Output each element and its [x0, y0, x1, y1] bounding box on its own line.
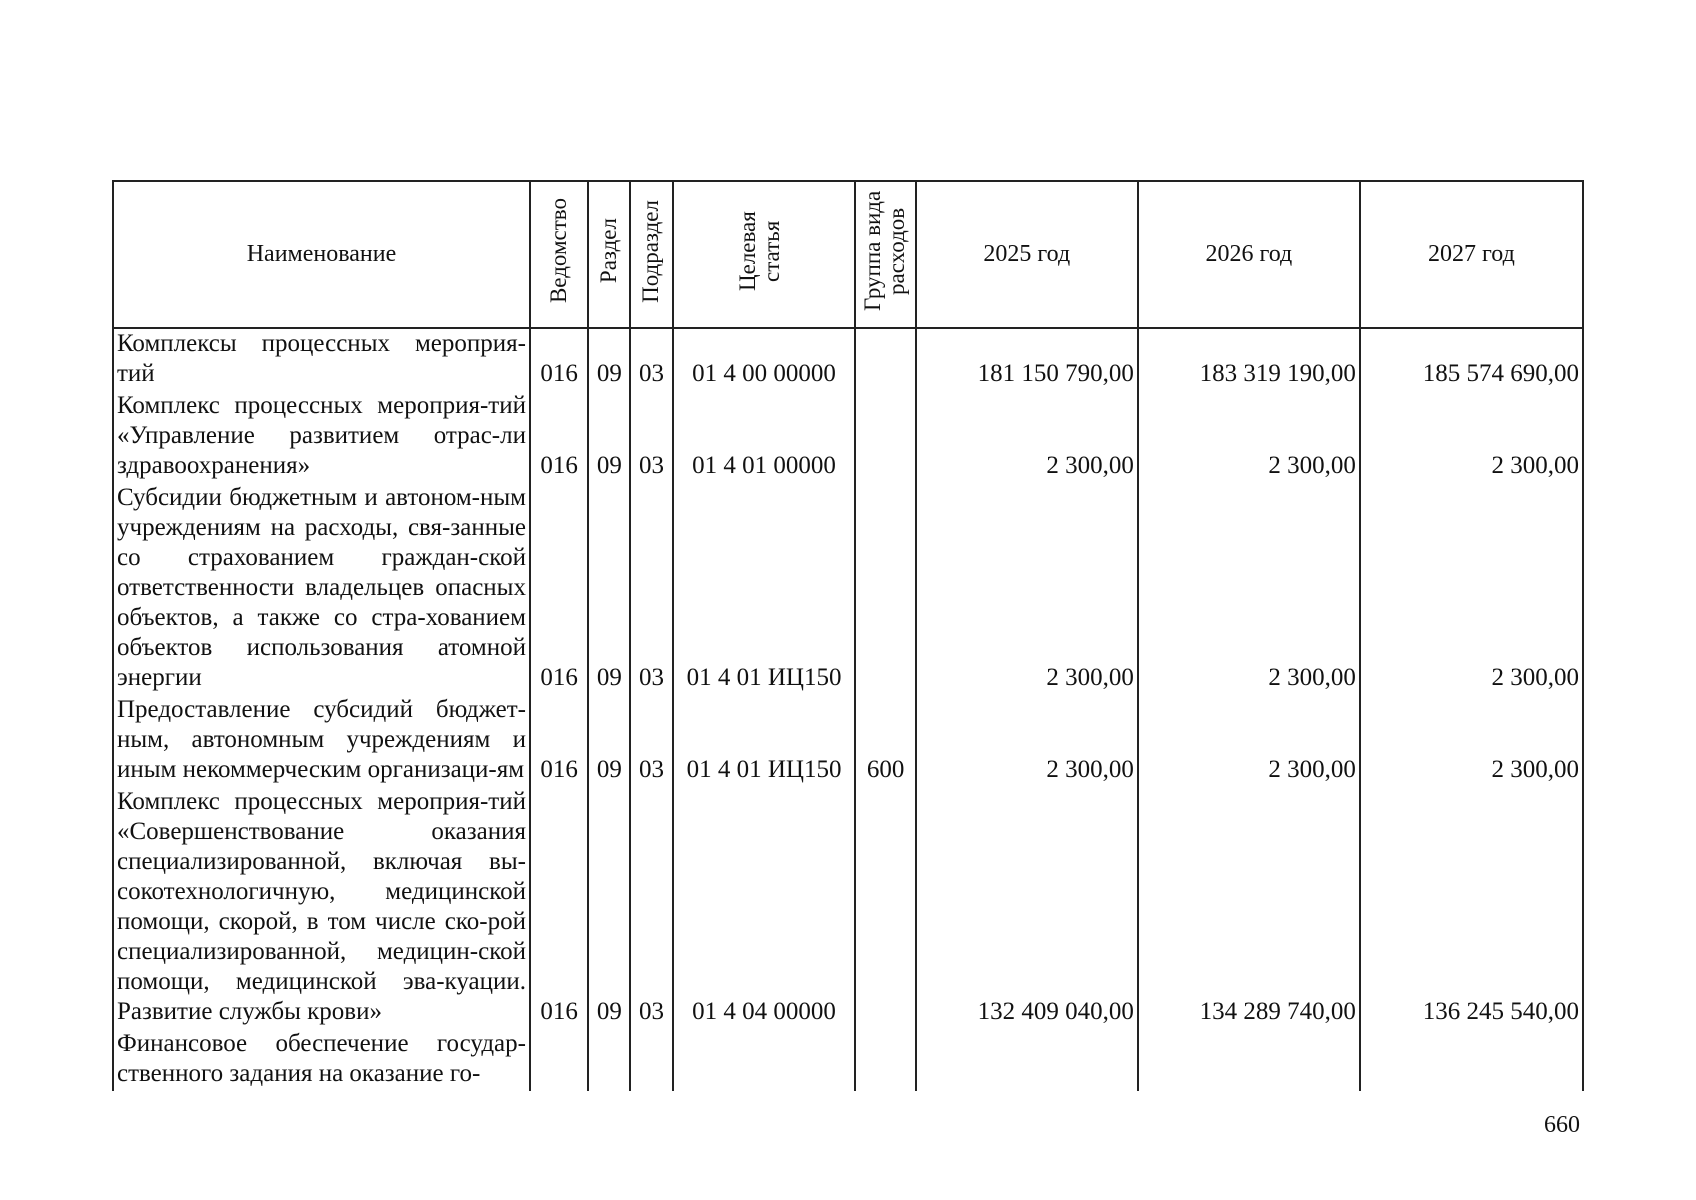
row-section: 09 — [588, 328, 630, 391]
table-row — [113, 695, 1583, 787]
row-group — [855, 391, 915, 483]
row-section: 09 — [588, 787, 630, 1029]
budget-table — [112, 180, 1584, 1091]
row-2025: 132 409 040,00 — [916, 787, 1138, 1029]
row-2025: 2 300,00 — [916, 391, 1138, 483]
row-name: Комплекс процессных мероприя-тий «Совершенствование оказания специализированной, включая вы-сокотехнологичную, медицинской помощи, скорой, в том числе ско-рой специализированной, медицин-ской помощи, медицинской эва-куации. Развитие службы крови» — [113, 787, 530, 1029]
row-target: 01 4 01 ИЦ150 — [673, 695, 856, 787]
row-dept: 016 — [530, 695, 588, 787]
row-dept: 016 — [530, 328, 588, 391]
row-name: Комплексы процессных мероприя-тий — [113, 328, 530, 391]
row-2025: 181 150 790,00 — [916, 328, 1138, 391]
row-2026: 2 300,00 — [1138, 483, 1360, 695]
row-subsection: 03 — [630, 483, 672, 695]
row-target — [673, 1029, 856, 1091]
row-2026: 134 289 740,00 — [1138, 787, 1360, 1029]
row-2027 — [1360, 1029, 1583, 1091]
row-subsection: 03 — [630, 391, 672, 483]
table-row — [113, 1029, 1583, 1091]
header-2026: 2026 год — [1138, 181, 1360, 328]
header-subsection: Подраздел — [630, 181, 672, 328]
row-group — [855, 1029, 915, 1091]
row-dept — [530, 1029, 588, 1091]
row-name: Предоставление субсидий бюджет-ным, автономным учреждениям и иным некоммерческим организаци-ям — [113, 695, 530, 787]
row-group — [855, 328, 915, 391]
header-target: Целевая статья — [673, 181, 856, 328]
row-group — [855, 483, 915, 695]
row-target: 01 4 04 00000 — [673, 787, 856, 1029]
row-group — [855, 787, 915, 1029]
row-target: 01 4 01 ИЦ150 — [673, 483, 856, 695]
page-number: 660 — [1544, 1112, 1580, 1138]
row-2025: 2 300,00 — [916, 483, 1138, 695]
header-2027: 2027 год — [1360, 181, 1583, 328]
row-2027: 136 245 540,00 — [1360, 787, 1583, 1029]
row-2027: 2 300,00 — [1360, 695, 1583, 787]
row-subsection: 03 — [630, 328, 672, 391]
row-target: 01 4 01 00000 — [673, 391, 856, 483]
row-2026 — [1138, 1029, 1360, 1091]
row-subsection — [630, 1029, 672, 1091]
table-row — [113, 391, 1583, 483]
row-dept: 016 — [530, 391, 588, 483]
row-2025 — [916, 1029, 1138, 1091]
header-row — [113, 181, 1583, 328]
header-section: Раздел — [588, 181, 630, 328]
row-2027: 2 300,00 — [1360, 391, 1583, 483]
row-dept: 016 — [530, 787, 588, 1029]
header-dept: Ведомство — [530, 181, 588, 328]
row-2027: 2 300,00 — [1360, 483, 1583, 695]
row-2026: 2 300,00 — [1138, 391, 1360, 483]
table-row — [113, 787, 1583, 1029]
row-2026: 183 319 190,00 — [1138, 328, 1360, 391]
table-row — [113, 483, 1583, 695]
row-2026: 2 300,00 — [1138, 695, 1360, 787]
row-name: Комплекс процессных мероприя-тий «Управление развитием отрас-ли здравоохранения» — [113, 391, 530, 483]
row-name: Финансовое обеспечение государ-ственного задания на оказание го- — [113, 1029, 530, 1091]
row-group: 600 — [855, 695, 915, 787]
table-row — [113, 328, 1583, 391]
row-2027: 185 574 690,00 — [1360, 328, 1583, 391]
header-name: Наименование — [113, 181, 530, 328]
row-section — [588, 1029, 630, 1091]
row-subsection: 03 — [630, 787, 672, 1029]
row-target: 01 4 00 00000 — [673, 328, 856, 391]
row-dept: 016 — [530, 483, 588, 695]
row-section: 09 — [588, 391, 630, 483]
header-expense-group: Группа вида расходов — [855, 181, 915, 328]
row-2025: 2 300,00 — [916, 695, 1138, 787]
row-subsection: 03 — [630, 695, 672, 787]
header-2025: 2025 год — [916, 181, 1138, 328]
row-section: 09 — [588, 695, 630, 787]
row-name: Субсидии бюджетным и автоном-ным учреждениям на расходы, свя-занные со страхованием граждан-ской ответственности владельцев опасных объектов, а также со стра-хованием объектов использования атомной энергии — [113, 483, 530, 695]
row-section: 09 — [588, 483, 630, 695]
